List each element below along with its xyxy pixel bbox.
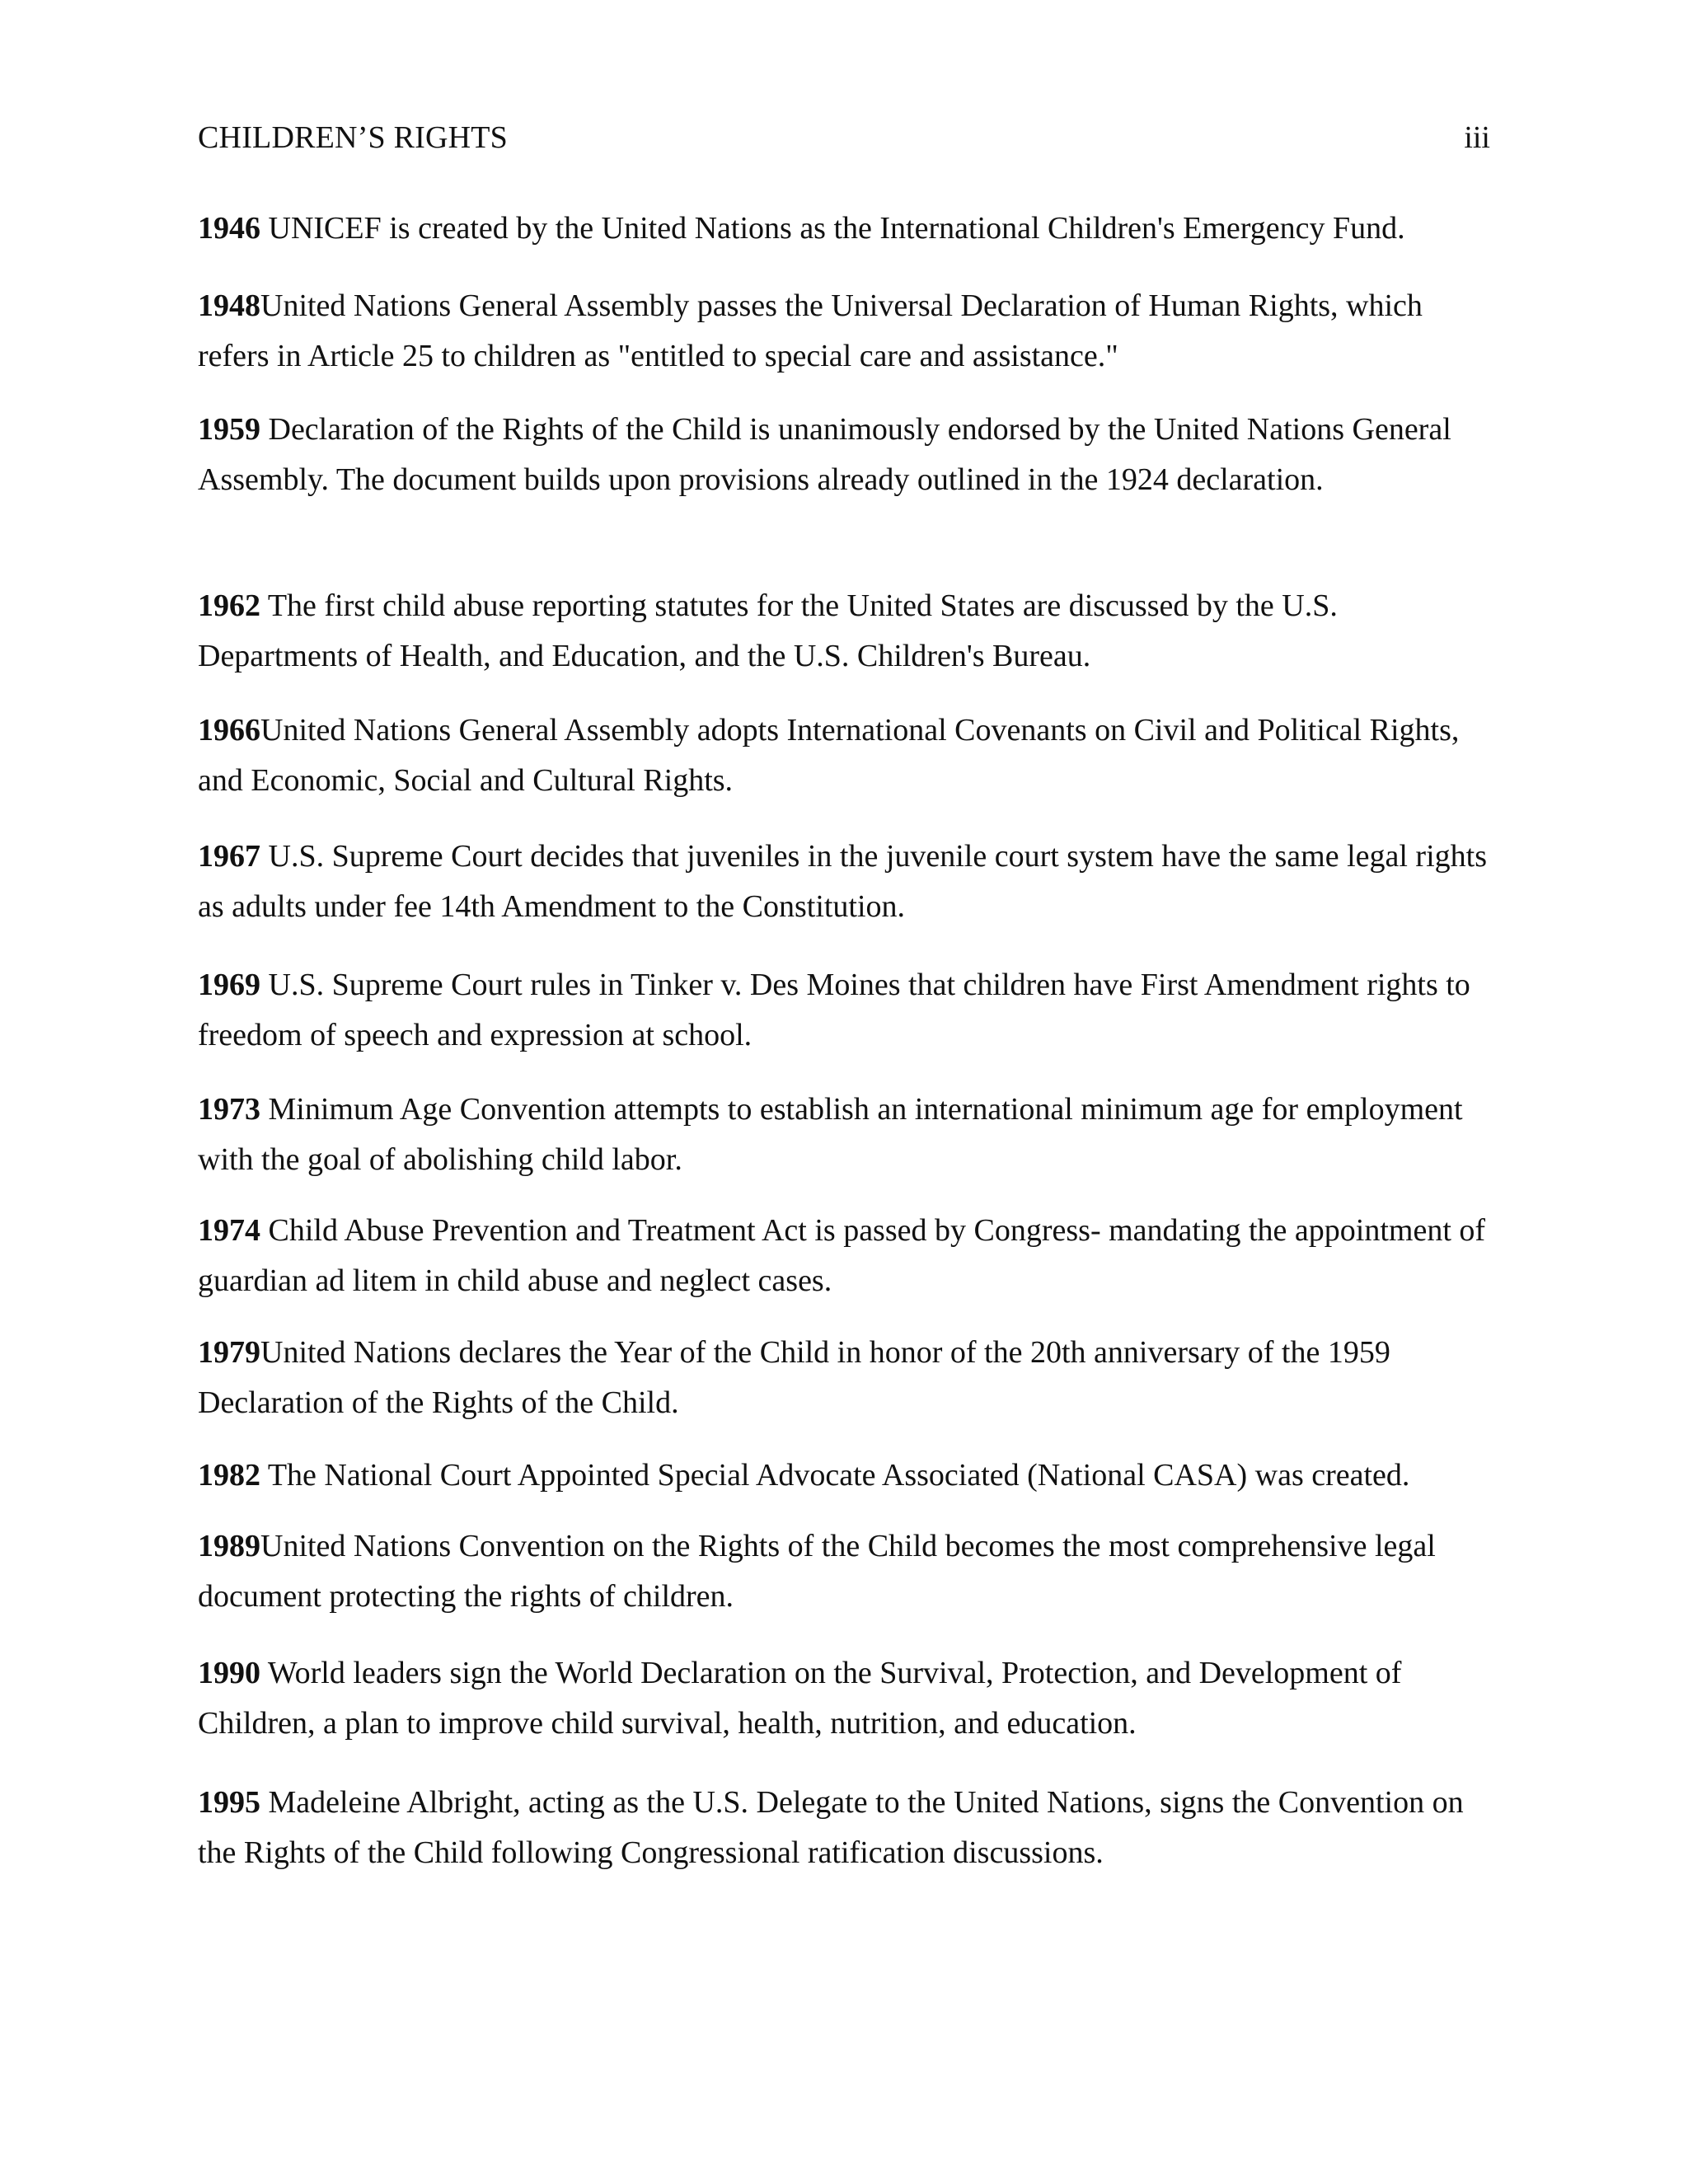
- entry-text: United Nations General Assembly passes the Universal Declaration of Human Rights, which refers in Article 25 to children as "entitled to special care and assistance.": [198, 288, 1423, 373]
- entry-year: 1959: [198, 412, 260, 447]
- entry-text: Madeleine Albright, acting as the U.S. Delegate to the United Nations, signs the Convention on the Rights of the Child following Congressional ratification discussions.: [198, 1785, 1464, 1870]
- entry-year: 1948: [198, 288, 260, 323]
- entry-text: UNICEF is created by the United Nations as the International Children's Emergency Fund.: [268, 211, 1405, 246]
- entry-text: World leaders sign the World Declaration on the Survival, Protection, and Development of Children, a plan to improve child survival, health, nutrition, and education.: [198, 1656, 1402, 1741]
- timeline-entry-1974: [198, 1206, 1500, 1306]
- entry-text: The first child abuse reporting statutes for the United States are discussed by the U.S. Departments of Health, and Education, and the U.S. Children's Bureau.: [198, 588, 1338, 673]
- timeline-entry-1982: [198, 1451, 1500, 1501]
- entry-text: Declaration of the Rights of the Child is unanimously endorsed by the United Nations General Assembly. The document builds upon provisions already outlined in the 1924 declaration.: [198, 412, 1451, 497]
- timeline-entry-1989: [198, 1521, 1500, 1622]
- timeline-entry-1969: [198, 960, 1500, 1061]
- entry-text: United Nations Convention on the Rights of the Child becomes the most comprehensive legal document protecting the rights of children.: [198, 1529, 1436, 1614]
- entry-year: 1979: [198, 1335, 260, 1370]
- timeline-entry-1948: [198, 281, 1500, 382]
- entry-year: 1969: [198, 968, 260, 1002]
- entry-year: 1995: [198, 1785, 260, 1820]
- entry-text: The National Court Appointed Special Advocate Associated (National CASA) was created.: [267, 1458, 1410, 1493]
- entry-text: U.S. Supreme Court decides that juveniles in the juvenile court system have the same legal rights as adults under fee 14th Amendment to the Constitution.: [198, 839, 1487, 924]
- timeline-entry-1959: [198, 405, 1500, 505]
- entry-text: United Nations declares the Year of the Child in honor of the 20th anniversary of the 1959 Declaration of the Rights of the Child.: [198, 1335, 1390, 1420]
- timeline-entry-1990: [198, 1648, 1500, 1749]
- entry-year: 1989: [198, 1529, 260, 1563]
- timeline-entry-1979: [198, 1328, 1500, 1428]
- entry-text: United Nations General Assembly adopts International Covenants on Civil and Political Rights, and Economic, Social and Cultural Rights.: [198, 713, 1460, 798]
- running-head: CHILDREN’S RIGHTS: [198, 120, 509, 155]
- entry-text: Child Abuse Prevention and Treatment Act is passed by Congress- mandating the appointment of guardian ad litem in child abuse and neglect cases.: [198, 1213, 1486, 1298]
- entry-year: 1946: [198, 211, 260, 246]
- entry-year: 1982: [198, 1458, 260, 1493]
- entry-year: 1973: [198, 1092, 260, 1127]
- entry-year: 1966: [198, 713, 260, 748]
- entry-year: 1967: [198, 839, 260, 874]
- timeline-entry-1962: [198, 581, 1500, 682]
- entry-year: 1974: [198, 1213, 260, 1248]
- entry-text: Minimum Age Convention attempts to establish an international minimum age for employment with the goal of abolishing child labor.: [198, 1092, 1463, 1177]
- timeline-entry-1966: [198, 705, 1500, 806]
- entry-year: 1990: [198, 1656, 260, 1690]
- entry-year: 1962: [198, 588, 260, 623]
- entry-text: U.S. Supreme Court rules in Tinker v. Des Moines that children have First Amendment rights to freedom of speech and expression at school.: [198, 968, 1470, 1052]
- timeline-entry-1967: [198, 832, 1500, 932]
- timeline-entry-1946: [198, 204, 1500, 254]
- page-number: iii: [1464, 120, 1490, 155]
- timeline-entry-1995: [198, 1778, 1500, 1878]
- timeline-entry-1973: [198, 1085, 1500, 1185]
